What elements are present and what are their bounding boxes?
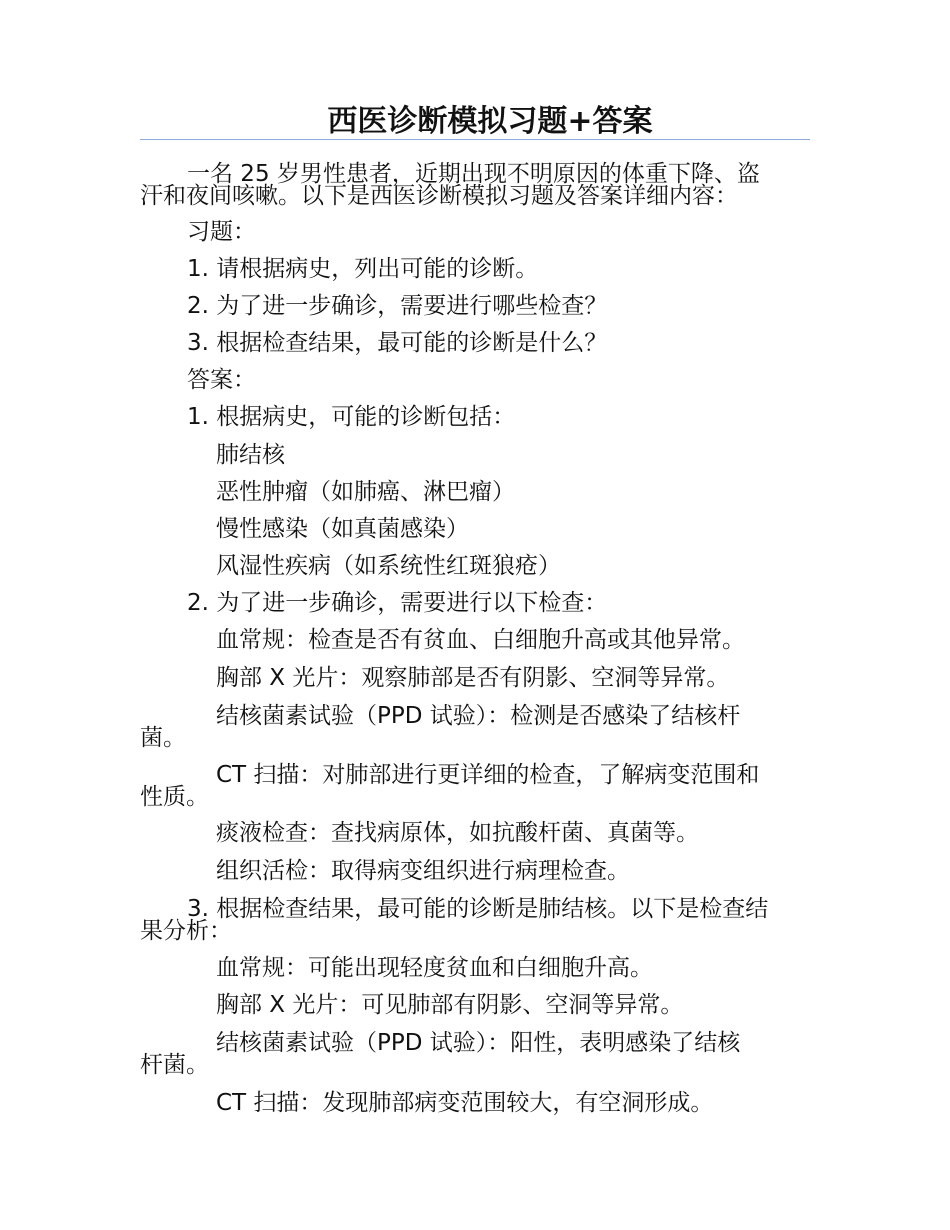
question-2: 2. 为了进一步确诊，需要进行哪些检查？ [187, 293, 608, 319]
result-xray: 胸部 X 光片：可见肺部有阴影、空洞等异常。 [216, 992, 684, 1018]
result-blood: 血常规：可能出现轻度贫血和白细胞升高。 [216, 955, 653, 981]
exam-biopsy: 组织活检：取得病变组织进行病理检查。 [216, 858, 630, 884]
answer-3-heading-line-2: 果分析： [140, 918, 232, 944]
result-ppd-line-1: 结核菌素试验（PPD 试验）：阳性，表明感染了结核 [216, 1030, 741, 1056]
document-title: 西医诊断模拟习题+答案 [327, 104, 653, 139]
answers-label: 答案： [187, 367, 256, 393]
title-underline [140, 139, 810, 140]
diagnosis-item: 恶性肿瘤（如肺癌、淋巴瘤） [216, 479, 515, 505]
exam-ct-line-1: CT 扫描：对肺部进行更详细的检查，了解病变范围和 [216, 762, 760, 788]
exam-ct-line-2: 性质。 [140, 784, 209, 810]
diagnosis-item: 肺结核 [216, 442, 285, 468]
result-ppd-line-2: 杆菌。 [140, 1052, 209, 1078]
result-ppd [140, 1032, 812, 1076]
intro-paragraph [140, 163, 812, 207]
question-3: 3. 根据检查结果，最可能的诊断是什么？ [187, 330, 608, 356]
exam-ppd-line-1: 结核菌素试验（PPD 试验）：检测是否感染了结核杆 [216, 703, 741, 729]
diagnosis-item: 慢性感染（如真菌感染） [216, 516, 469, 542]
intro-line-2: 汗和夜间咳嗽。以下是西医诊断模拟习题及答案详细内容： [140, 183, 738, 209]
exam-ppd [140, 705, 812, 749]
result-ct: CT 扫描：发现肺部病变范围较大，有空洞形成。 [216, 1090, 714, 1116]
answer-2-heading: 2. 为了进一步确诊，需要进行以下检查： [187, 590, 608, 616]
answer-3-heading-line-1: 3. 根据检查结果，最可能的诊断是肺结核。以下是检查结 [187, 896, 769, 922]
exam-ct [140, 764, 812, 808]
answer-1-heading: 1. 根据病史，可能的诊断包括： [187, 404, 516, 430]
diagnosis-item: 风湿性疾病（如系统性红斑狼疮） [216, 553, 561, 579]
exam-blood: 血常规：检查是否有贫血、白细胞升高或其他异常。 [216, 627, 745, 653]
exam-xray: 胸部 X 光片：观察肺部是否有阴影、空洞等异常。 [216, 665, 730, 691]
exam-sputum: 痰液检查：查找病原体，如抗酸杆菌、真菌等。 [216, 820, 699, 846]
exam-ppd-line-2: 菌。 [140, 725, 186, 751]
questions-label: 习题： [187, 219, 256, 245]
question-1: 1. 请根据病史，列出可能的诊断。 [187, 256, 539, 282]
intro-line-1: 一名 25 岁男性患者，近期出现不明原因的体重下降、盗 [187, 161, 760, 187]
answer-3-heading [140, 898, 812, 942]
